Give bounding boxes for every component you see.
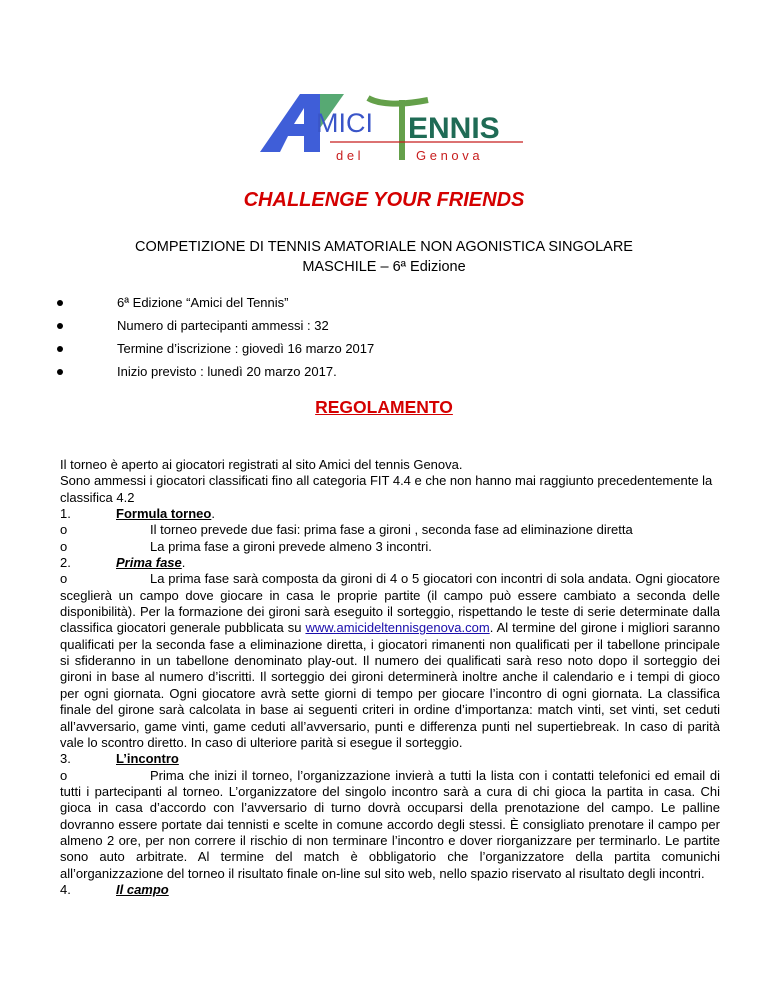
subtitle-line-2: MASCHILE – 6ª Edizione <box>302 259 466 275</box>
bullet-dot-icon <box>57 346 63 352</box>
list-item: Inizio previsto : lunedì 20 marzo 2017. <box>57 364 374 387</box>
info-list <box>57 295 374 387</box>
amici-del-tennis-logo <box>258 92 528 170</box>
list-item: Numero di partecipanti ammessi : 32 <box>57 318 374 341</box>
section-1-heading: 1. Formula torneo. <box>60 506 215 522</box>
site-link[interactable]: www.amicideltennisgenova.com <box>305 620 490 636</box>
bullet-dot-icon <box>57 300 63 306</box>
list-item: Termine d’iscrizione : giovedì 16 marzo 2017 <box>57 341 374 364</box>
intro-line: Il torneo è aperto ai giocatori registrati al sito Amici del tennis Genova. <box>60 457 463 472</box>
section-1-item: o Il torneo prevede due fasi: prima fase a gironi , seconda fase ad eliminazione diretta <box>60 522 633 538</box>
section-4-heading: 4. Il campo <box>60 881 169 897</box>
subtitle-line-1: COMPETIZIONE DI TENNIS AMATORIALE NON AGONISTICA SINGOLARE <box>135 239 633 255</box>
section-3-heading: 3. L’incontro <box>60 751 179 767</box>
bullet-dot-icon <box>57 369 63 375</box>
logo-genova: G e n o v a <box>416 148 480 163</box>
logo-del: d e l <box>336 148 361 163</box>
logo-tennis: ENNIS <box>408 112 500 145</box>
page-title: CHALLENGE YOUR FRIENDS <box>243 189 525 211</box>
logo-mici: MICI <box>316 108 373 138</box>
section-2-heading: 2. Prima fase. <box>60 555 186 571</box>
section-1-item: o La prima fase a gironi prevede almeno 3 incontri. <box>60 538 432 554</box>
bullet-dot-icon <box>57 323 63 329</box>
section-2-text: o La prima fase sarà composta da gironi di 4 o 5 giocatori con incontri di sola andata. Ogni giocatore sceglierà un campo dove giocare in casa le proprie partite (il campo può essere cambiato a seconda delle disponibilità). Per la formazione dei gironi sarà eseguito il sorteggio, rispettando le teste di serie determinate dalla classifica giocatori generale pubblicata su www.amicideltennisgenova.com. Al termine del girone i migliori saranno qualificati per la seconda fase a eliminazione diretta, i giocatori rimanenti non qualificati per il tabellone principale si sfideranno in un tabellone denominato play-out. Il numero dei qualificati sarà reso noto dopo il sorteggio dei gironi in base al numero d’iscritti. Il sorteggio dei gironi determinerà inoltre anche il calendario e i tempi di gioco per ogni giornata. Ogni giocatore avrà sette giorni di tempo per giocare l’incontro di ogni giornata. La classifica finale del girone sarà calcolata in base ai seguenti criteri in ordine d’importanza: match vinti, set vinti, set ceduti all’avversario, game vinti, game ceduti all’avversario, punti e differenza punti nel supertiebreak. In caso di parità vale lo scontro diretto. In caso di ulteriore parità si esegue il sorteggio. <box>60 571 721 750</box>
section-3-text: o Prima che inizi il torneo, l’organizzazione invierà a tutti la lista con i contatti telefonici ed email di tutti i partecipanti al torneo. L’organizzatore del singolo incontro sarà a cura di chi gioca la partita in casa. Chi gioca in casa d’accordo con l’avversario di turno dovrà occuparsi della prenotazione del campo. Le palline dovranno essere portate dai tennisti e scelte in comune accordo degli stessi. È consigliato prenotare il campo per almeno 2 ore, per non correre il rischio di non terminare l’incontro e dover riorganizzare per terminarlo. Le partite sono auto arbitrate. Al termine del match è obbligatorio che l’organizzatore della partita comunichi all’organizzazione del torneo il risultato finale on-line sul sito web, nello spazio riservato al risultato degli incontri. <box>60 767 720 881</box>
subtitle <box>100 237 668 277</box>
regolamento-heading: REGOLAMENTO <box>315 397 453 417</box>
intro-line: Sono ammessi i giocatori classificati fino all categoria FIT 4.4 e che non hanno mai raggiunto precedentemente la classifica 4.2 <box>60 473 713 505</box>
list-item: 6ª Edizione “Amici del Tennis” <box>57 295 374 318</box>
regolamento-body <box>60 457 720 898</box>
